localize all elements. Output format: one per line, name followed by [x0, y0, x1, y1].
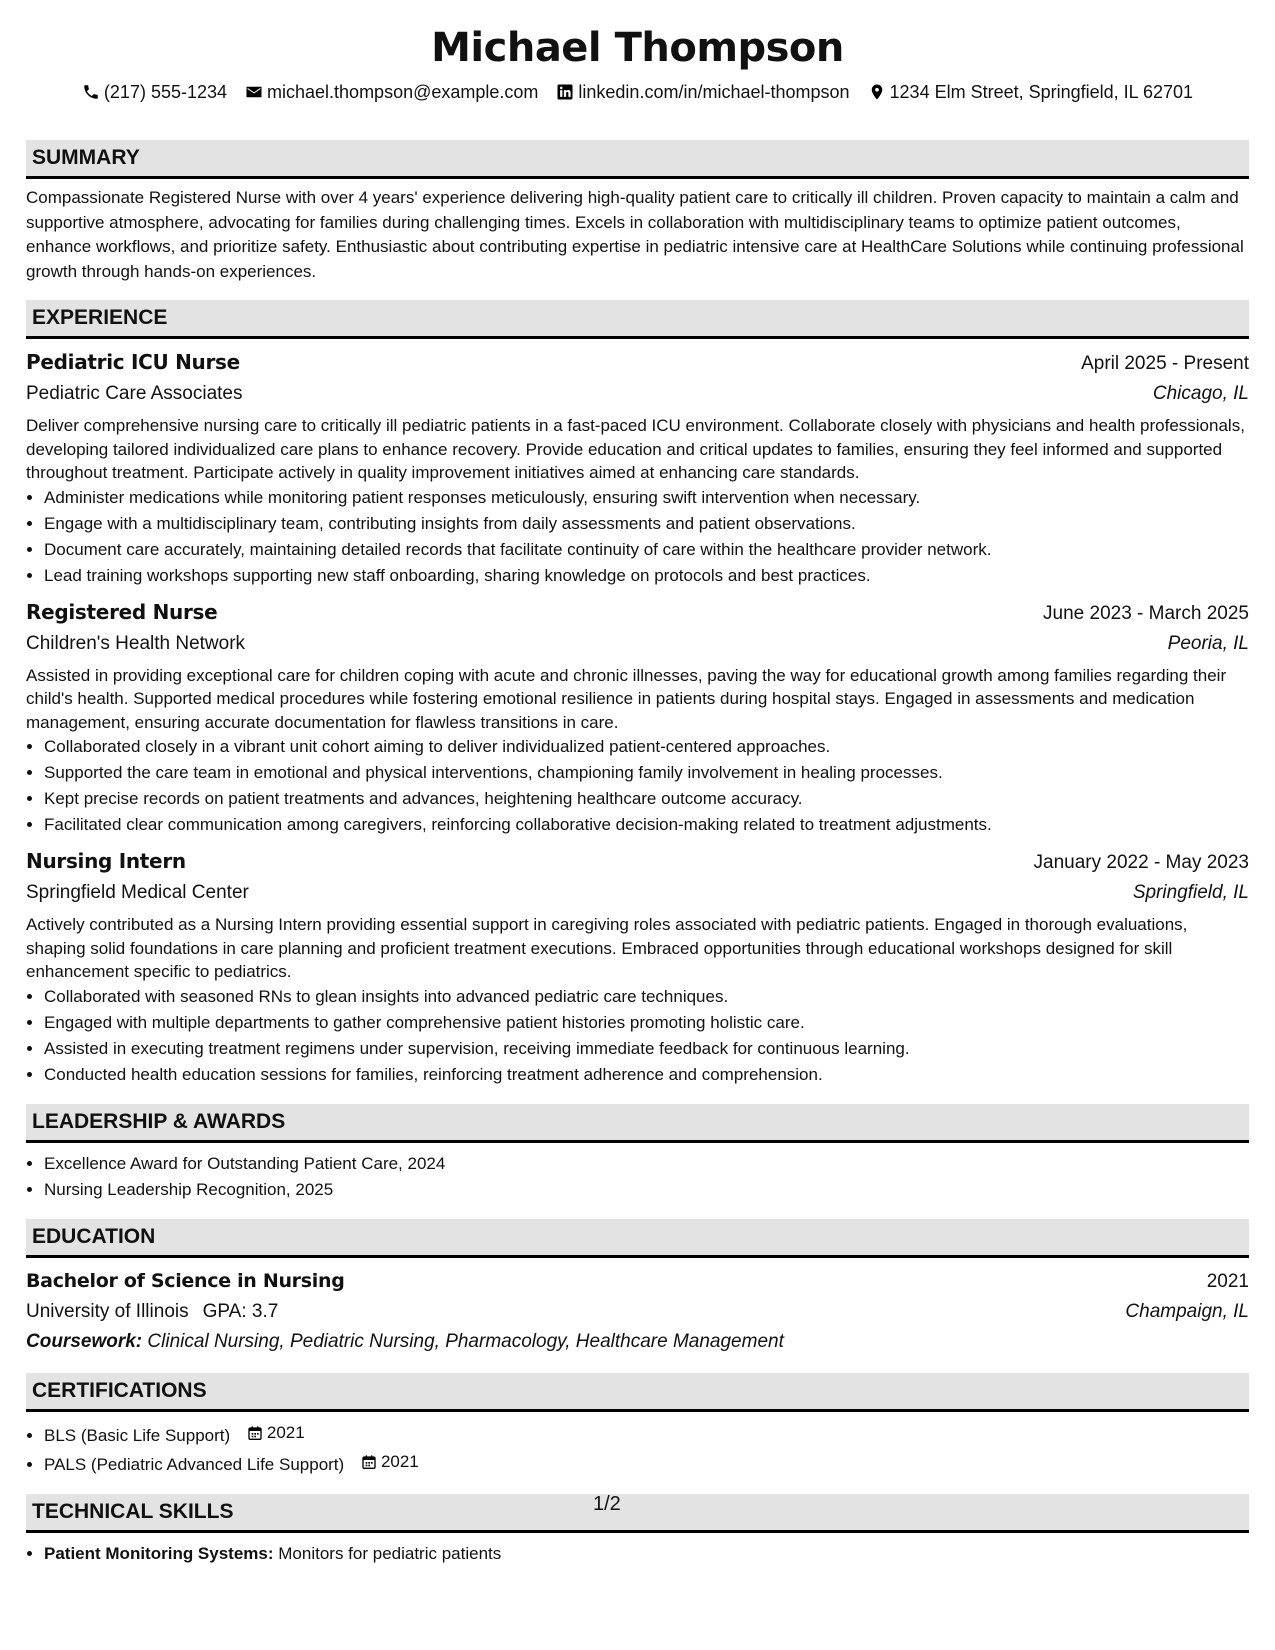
list-item: • Facilitated clear communication among caregivers, reinforcing collaborative decision-making related to treatment adjustments.: [44, 812, 1249, 838]
job-description: Actively contributed as a Nursing Intern providing essential support in caregiving roles associated with pediatric patients. Engaged in thorough evaluations, shaping solid foundations in care planning and proficient treatment executions. Embraced opportunities through educational workshops designed for skill enhancement specific to pediatrics.: [26, 915, 1188, 981]
list-item: • Collaborated with seasoned RNs to glean insights into advanced pediatric care techniques.: [44, 984, 1249, 1010]
job-company: Pediatric Care Associates: [26, 383, 243, 404]
contact-email[interactable]: [245, 82, 538, 103]
calendar-icon: [361, 1454, 377, 1470]
experience-item: [26, 846, 1249, 1088]
cert-year: 2021: [380, 1451, 419, 1471]
phone-icon: [82, 83, 100, 101]
job-dates: January 2022 - May 2023: [1033, 852, 1249, 873]
list-item: • Lead training workshops supporting new staff onboarding, sharing knowledge on protocols and best practices.: [44, 563, 1249, 589]
experience-item: [26, 347, 1249, 589]
gpa: GPA: 3.7: [202, 1300, 279, 1322]
calendar-icon: [247, 1425, 263, 1441]
map-pin-icon: [868, 83, 886, 101]
list-item: • Engage with a multidisciplinary team, contributing insights from daily assessments and patient observations.: [44, 511, 1249, 537]
job-bullets: [26, 984, 1249, 1088]
job-dates: April 2025 - Present: [1081, 353, 1249, 374]
list-item: • Engaged with multiple departments to gather comprehensive patient histories promoting holistic care.: [44, 1010, 1249, 1036]
summary-text: Compassionate Registered Nurse with over 4 years' experience delivering high-quality patient care to critically ill children. Proven capacity to maintain a calm and supportive atmosphere, advocating for families during challenging times. Excels in collaboration with multidisciplinary teams to optimize patient outcomes, enhance workflows, and prioritize safety. Enthusiastic about contributing expertise in pediatric intensive care at HealthCare Solutions while continuing professional growth through hands-on experiences.: [26, 188, 1244, 281]
candidate-name: Michael Thompson: [431, 25, 844, 71]
contact-linkedin[interactable]: [556, 82, 849, 103]
coursework-label: Coursework:: [26, 1330, 143, 1352]
contact-bar: [26, 78, 1249, 106]
list-item: [44, 1420, 1249, 1449]
job-company: Springfield Medical Center: [26, 882, 249, 903]
list-item: • Document care accurately, maintaining detailed records that facilitate continuity of care within the healthcare provider network.: [44, 537, 1249, 563]
list-item: • Assisted in executing treatment regimens under supervision, receiving immediate feedback for continuous learning.: [44, 1036, 1249, 1062]
list-item: [44, 1449, 1249, 1478]
degree: Bachelor of Science in Nursing: [26, 1269, 345, 1292]
contact-phone: [82, 82, 227, 103]
job-bullets: [26, 485, 1249, 589]
job-title: Registered Nurse: [26, 599, 218, 624]
job-bullets: [26, 734, 1249, 838]
certifications-list: [26, 1420, 1249, 1478]
page-number: 1/2: [593, 1493, 621, 1515]
job-title: Pediatric ICU Nurse: [26, 350, 240, 374]
school-location: Champaign, IL: [1125, 1300, 1249, 1322]
education-heading: EDUCATION: [26, 1219, 1249, 1258]
skill-text: Monitors for pediatric patients: [278, 1543, 502, 1563]
graduation-year: 2021: [1206, 1270, 1249, 1292]
phone-text: (217) 555-1234: [103, 81, 228, 102]
resume-page: [26, 0, 1249, 1567]
cert-year: 2021: [266, 1422, 305, 1442]
job-location: Chicago, IL: [1152, 383, 1249, 404]
list-item: • Administer medications while monitoring patient responses meticulously, ensuring swift intervention when necessary.: [44, 485, 1249, 511]
experience-heading: EXPERIENCE: [26, 300, 1249, 339]
linkedin-text[interactable]: linkedin.com/in/michael-thompson: [578, 81, 850, 102]
list-item: • Excellence Award for Outstanding Patient Care, 2024: [44, 1151, 1249, 1177]
skill-label: Patient Monitoring Systems:: [44, 1543, 274, 1563]
certifications-heading: CERTIFICATIONS: [26, 1373, 1249, 1412]
job-company: Children's Health Network: [26, 632, 246, 654]
school-name: University of Illinois: [26, 1300, 189, 1322]
coursework: [26, 1327, 1249, 1357]
list-item: • Conducted health education sessions for families, reinforcing treatment adherence and comprehension.: [44, 1062, 1249, 1088]
skills-list: [26, 1541, 1249, 1567]
list-item: [44, 1541, 1249, 1567]
cert-name: BLS (Basic Life Support): [44, 1425, 231, 1445]
linkedin-icon: [556, 83, 574, 101]
experience-item: [26, 597, 1249, 839]
contact-address: [868, 82, 1194, 103]
awards-heading: LEADERSHIP & AWARDS: [26, 1104, 1249, 1143]
list-item: • Nursing Leadership Recognition, 2025: [44, 1177, 1249, 1203]
list-item: • Kept precise records on patient treatments and advances, heightening healthcare outcome accuracy.: [44, 786, 1249, 812]
envelope-icon: [245, 83, 263, 101]
cert-name: PALS (Pediatric Advanced Life Support): [44, 1454, 345, 1474]
job-title: Nursing Intern: [26, 849, 186, 873]
address-text: 1234 Elm Street, Springfield, IL 62701: [889, 81, 1194, 102]
email-text[interactable]: michael.thompson@example.com: [267, 81, 539, 102]
education-item: [26, 1266, 1249, 1357]
list-item: • Collaborated closely in a vibrant unit cohort aiming to deliver individualized patient-centered approaches.: [44, 734, 1249, 760]
skills-heading: TECHNICAL SKILLS: [26, 1494, 1249, 1533]
job-description: Assisted in providing exceptional care for children coping with acute and chronic illnesses, paving the way for educational growth among families regarding their child's health. Supported medical procedures while fostering emotional resilience in patients during hospital stays. Engaged in assessments and medication management, ensuring accurate documentation for flawless transitions in care.: [26, 665, 1227, 732]
awards-list: [26, 1151, 1249, 1203]
job-description: Deliver comprehensive nursing care to critically ill pediatric patients in a fast-paced ICU environment. Collaborate closely with physicians and health professionals, developing tailored individualized care plans to enhance recovery. Provide education and critical updates to families, ensuring they feel informed and supported throughout treatment. Participate actively in quality improvement initiatives aimed at enhancing care standards.: [26, 416, 1245, 482]
job-location: Springfield, IL: [1132, 882, 1249, 903]
job-location: Peoria, IL: [1167, 632, 1249, 654]
job-dates: June 2023 - March 2025: [1043, 602, 1249, 624]
coursework-list: Clinical Nursing, Pediatric Nursing, Pharmacology, Healthcare Management: [147, 1330, 784, 1352]
list-item: • Supported the care team in emotional and physical interventions, championing family involvement in healing processes.: [44, 760, 1249, 786]
summary-heading: SUMMARY: [26, 140, 1249, 179]
